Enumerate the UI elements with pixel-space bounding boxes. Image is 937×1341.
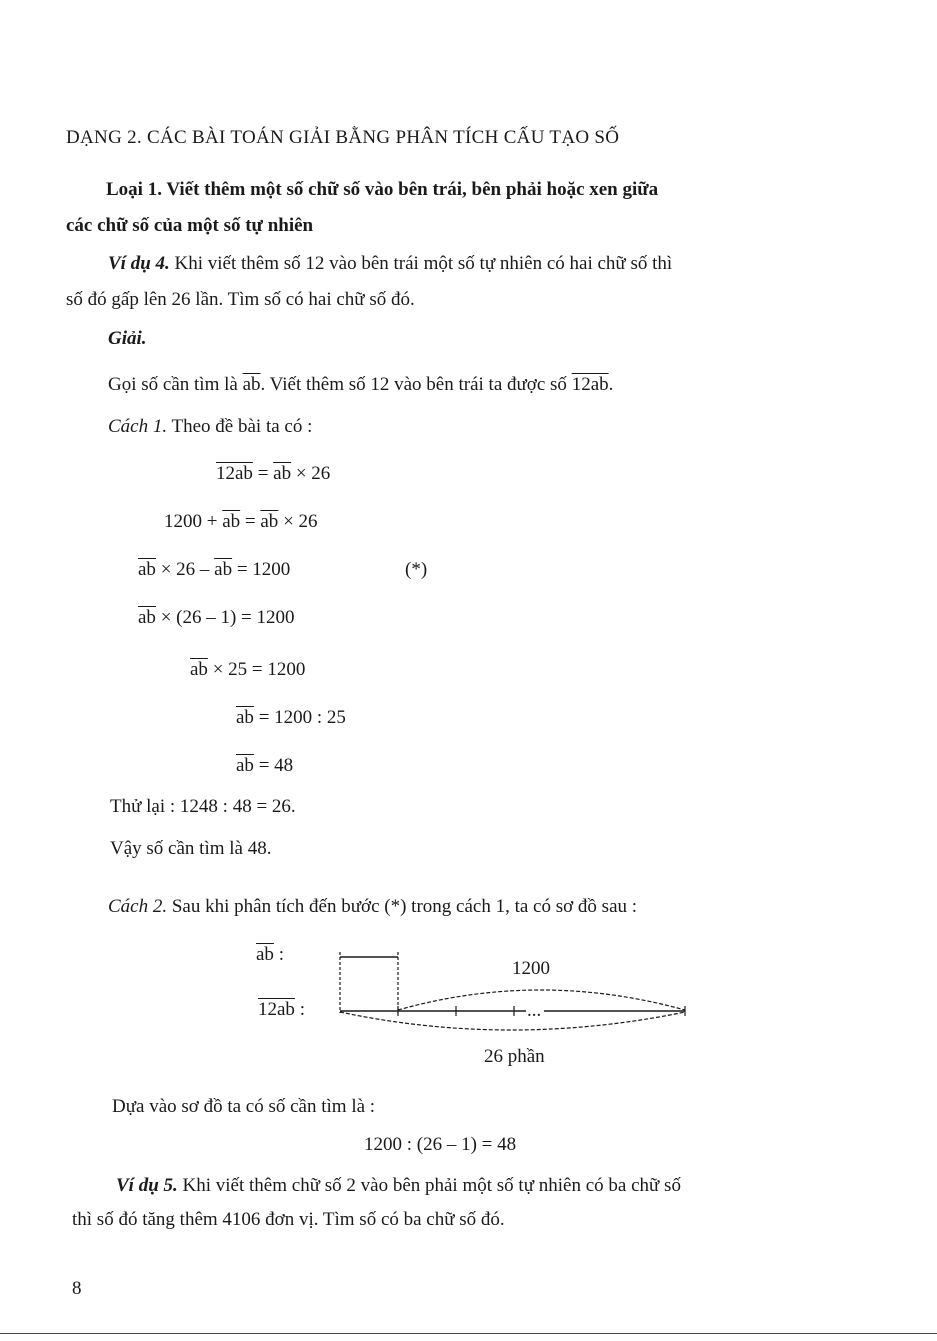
equation-3 (138, 559, 290, 581)
eq6-end: = 1200 : 25 (253, 707, 346, 728)
calc-line: 1200 : (26 – 1) = 48 (364, 1134, 517, 1155)
eq7-end: = 48 (253, 755, 294, 776)
method2-label: Cách 2. (108, 896, 168, 917)
intro-text-b: . Viết thêm số 12 vào bên trái ta được số (260, 374, 572, 395)
equation-2 (164, 511, 318, 533)
based-on-line: Dựa vào sơ đồ ta có số cần tìm là : (112, 1096, 376, 1117)
brace-1200 (398, 990, 685, 1010)
example4-line2: số đó gấp lên 26 lần. Tìm số có hai chữ số đó. (66, 289, 415, 310)
section-title: DẠNG 2. CÁC BÀI TOÁN GIẢI BẰNG PHÂN TÍCH CẤU TẠO SỐ (66, 127, 620, 148)
method1-line (108, 416, 312, 438)
diagram-12ab-text: 12ab (258, 999, 295, 1020)
eq4-ab: $\overline{ab}$ (138, 607, 156, 628)
diagram-ab-text: $\overline{ab}$ (256, 944, 274, 965)
example4-label: Ví dụ 4. (108, 253, 170, 274)
solution-label: Giải. (108, 328, 147, 349)
example4-line1 (108, 253, 672, 275)
diagram-value-bottom: 26 phần (484, 1046, 545, 1067)
intro-line (108, 374, 613, 396)
example5-line2: thì số đó tăng thêm 4106 đơn vị. Tìm số có ba chữ số đó. (72, 1209, 505, 1230)
example4-text1: Khi viết thêm số 12 vào bên trái một số tự nhiên có hai chữ số thì (169, 253, 673, 274)
eq3-ab2: $\overline{ab}$ (214, 559, 233, 580)
eq6-ab: $\overline{ab}$ (236, 707, 254, 728)
equation-6 (236, 707, 346, 729)
equation-5 (190, 659, 305, 681)
diagram-label-12ab (258, 999, 305, 1021)
eq2-end: × 26 (278, 511, 318, 532)
eq5-end: × 25 = 1200 (207, 659, 306, 680)
intro-12ab: 12ab (571, 374, 609, 395)
equation-4 (138, 607, 295, 629)
intro-text-a: Gọi số cần tìm là (108, 374, 243, 395)
type1-heading-line2: các chữ số của một số tự nhiên (66, 215, 314, 236)
example5-text1: Khi viết thêm chữ số 2 vào bên phải một số tự nhiên có ba chữ số (177, 1175, 681, 1196)
eq5-ab: $\overline{ab}$ (190, 659, 208, 680)
intro-ab: $\overline{ab}$ (242, 374, 261, 395)
example5-line1 (116, 1175, 681, 1197)
type1-heading-line1: Loại 1. Viết thêm một số chữ số vào bên trái, bên phải hoặc xen giữa (106, 179, 659, 200)
eq3-end: = 1200 (232, 559, 291, 580)
equation-3-star: (*) (405, 559, 428, 580)
eq1-end: × 26 (291, 463, 331, 484)
eq4-end: × (26 – 1) = 1200 (155, 607, 295, 628)
brace-26-parts (340, 1012, 685, 1030)
eq2-ab1: $\overline{ab}$ (222, 511, 241, 532)
diagram-12ab-colon: : (294, 999, 305, 1020)
method2-line (108, 896, 637, 918)
example5-label: Ví dụ 5. (116, 1175, 178, 1196)
eq3-mid: × 26 – (155, 559, 215, 580)
eq3-ab1: $\overline{ab}$ (138, 559, 156, 580)
method1-label: Cách 1. (108, 416, 168, 437)
diagram-ab-colon: : (273, 944, 284, 965)
intro-end: . (608, 374, 614, 395)
bottom-rule (0, 1333, 937, 1334)
diagram-label-ab (256, 944, 284, 966)
eq2-pre: 1200 + (164, 511, 223, 532)
eq7-ab: $\overline{ab}$ (236, 755, 254, 776)
eq1-equals: = (252, 463, 274, 484)
method1-text: Theo đề bài ta có : (167, 416, 313, 437)
diagram-value-top: 1200 (512, 958, 550, 979)
eq2-mid: = (240, 511, 261, 532)
equation-1 (216, 463, 330, 485)
eq2-ab2: $\overline{ab}$ (260, 511, 279, 532)
check-line: Thử lại : 1248 : 48 = 26. (110, 796, 296, 817)
ellipsis-dots: ... (527, 1000, 542, 1021)
equation-7 (236, 755, 293, 777)
eq1-12ab: 12ab (216, 463, 253, 484)
eq1-ab: $\overline{ab}$ (273, 463, 292, 484)
segment-diagram (330, 940, 700, 1045)
page-number: 8 (72, 1278, 82, 1299)
answer-line: Vậy số cần tìm là 48. (110, 838, 272, 859)
method2-text: Sau khi phân tích đến bước (*) trong cách 1, ta có sơ đồ sau : (167, 896, 638, 917)
